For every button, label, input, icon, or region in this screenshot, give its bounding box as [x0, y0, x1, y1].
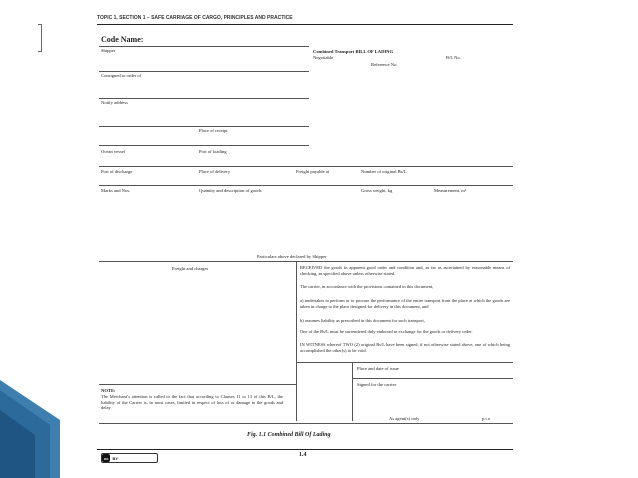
reference-no-label: Reference No. — [371, 62, 398, 67]
port-of-loading-label: Port of loading — [199, 149, 227, 154]
rule-issue — [352, 378, 513, 379]
as-agents-label: As agent(s) only — [389, 416, 420, 421]
witness-text: IN WITNESS whereof TWO (2) original Bs/L have been signed, if not otherwise stated above, one of which being accomplished the other(s) to be void. — [300, 342, 510, 353]
measurement-label: Measurement, m³ — [434, 188, 467, 193]
note-title: NOTE: — [101, 388, 116, 393]
cc-license-icon: cc — [104, 455, 109, 461]
combined-transport-title: Combined Transport BILL OF LADING — [313, 49, 394, 54]
port-of-discharge-label: Port of discharge — [101, 169, 133, 174]
signed-for-carrier-label: Signed for the carrier — [357, 382, 397, 387]
particulars-declared-label: Particulars above declared by Shipper — [257, 254, 327, 259]
rule-bottom — [99, 423, 513, 424]
rule-receipt — [99, 145, 309, 146]
note-text: The Merchant’s attention is called to the fact that according to Clauses 11 to 13 of this B/L, the liability of the Carrier is, in most cases, limited in respect of loss of or damage to the goods and delay. — [101, 394, 283, 410]
rule-vessel — [99, 166, 513, 167]
header-rule — [97, 24, 513, 25]
cc-license-badge — [101, 453, 158, 463]
marks-and-nos-label: Marks and Nos. — [101, 188, 131, 193]
left-decoration-shape — [0, 380, 80, 478]
ocean-vessel-label: Ocean vessel — [101, 149, 126, 154]
place-of-receipt-label: Place of receipt — [199, 128, 228, 133]
pto-label: p.t.o — [482, 416, 491, 421]
bl-no-label: B/L No. — [446, 55, 461, 60]
rule-discharge — [99, 185, 513, 186]
figure-caption: Fig. 1.1 Combined Bill Of Lading — [247, 432, 331, 438]
page-margin-mark — [38, 24, 42, 52]
rule-notify — [99, 126, 309, 127]
page-number: 1.4 — [299, 452, 307, 458]
received-text: RECEIVED the goods in apparent good order and condition and, as far as ascertained by reasonable means of checking, as specified above unless otherwise stated. — [300, 265, 510, 276]
rule-note — [99, 384, 296, 385]
rule-shipper — [99, 71, 309, 72]
shipper-label: Shipper — [101, 48, 116, 53]
rule-vertical-divider — [296, 261, 297, 421]
freight-and-charges-label: Freight and charges — [172, 266, 209, 271]
place-date-issue-label: Place and date of issue — [357, 366, 399, 371]
rule-issue-divider — [352, 362, 353, 421]
item-a-text: a) undertakes to perform or to procure the performance of the entire transport from the place at which the goods are taken in charge to the place designed for delivery in this document, and — [300, 298, 510, 309]
rule-top — [99, 46, 309, 47]
place-of-delivery-label: Place of delivery — [199, 169, 231, 174]
one-of-text: One of the Bs/L must be surrendered duly endorsed in exchange for the goods or delivery order. — [300, 329, 473, 334]
rule-consigned — [99, 98, 309, 99]
consigned-label: Consigned to order of — [101, 73, 142, 78]
footer-rule — [97, 449, 513, 450]
code-name-label: Code Name: — [101, 35, 144, 44]
item-b-text: b) assumes liability as prescribed in this document for such transport, — [300, 318, 425, 323]
number-of-original-label: Number of original Bs/L — [361, 169, 407, 174]
carrier-text: The carrier, in accordance with the provisions contained in this document, — [300, 284, 434, 289]
notify-address-label: Notify address — [101, 100, 128, 105]
rule-witness — [296, 362, 513, 363]
rule-particulars — [99, 261, 513, 262]
freight-payable-at-label: Freight payable at — [296, 169, 330, 174]
quantity-description-label: Quantity and description of goods — [199, 188, 262, 193]
gross-weight-label: Gross weight, kg — [361, 188, 393, 193]
cc-by-label: BY — [112, 455, 119, 461]
negotiable-label: Negotiable — [313, 55, 334, 60]
page-header-title: TOPIC 1, SECTION 1 – SAFE CARRIAGE OF CARGO, PRINCIPLES AND PRACTICE — [97, 15, 293, 21]
